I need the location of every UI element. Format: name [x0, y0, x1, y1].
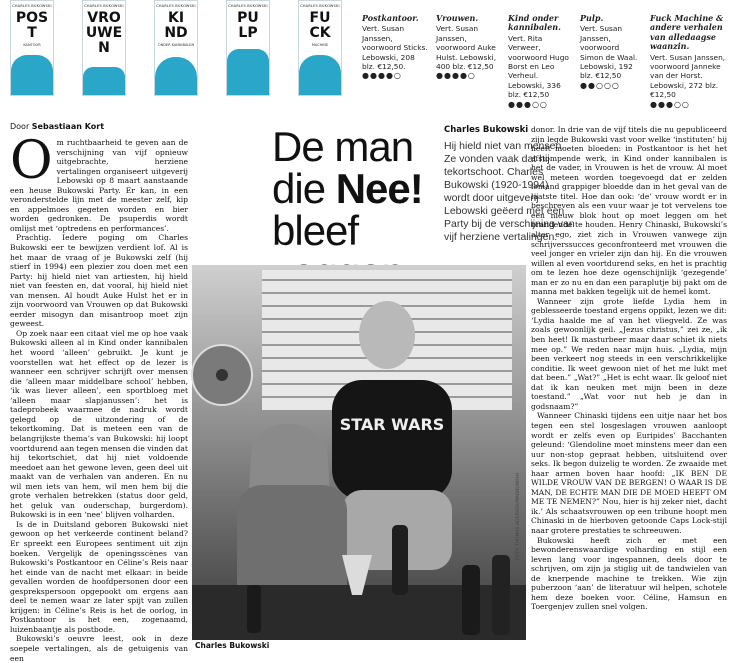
book-info-postkantoor: Postkantoor. Vert. Susan Janssen, voorwoord Sticks. Lebowski, 208 blz. €12,50. ●●●●○	[362, 13, 428, 81]
article-photo	[192, 265, 526, 640]
rating-dots: ●●●●○	[362, 71, 402, 81]
cover-pulp: CHARLES BUKOWSKI PU LP	[226, 0, 270, 96]
byline: Door Sebastiaan Kort	[10, 122, 105, 131]
cover-postkantoor: CHARLES BUKOWSKI POS T KANTOOR	[10, 0, 54, 96]
book-info-kind-onder-kannibalen: Kind onder kannibalen. Vert. Rita Verweer, voorwoord Hugo Borst en Leo Verheul. Lebowski, 336 blz. €12,50 ●●●○○	[508, 14, 574, 109]
cover-illustration	[155, 57, 197, 95]
article-column-4: donor. In drie van de vijf titels die nu gepubliceerd zijn legde Bukowski vast voor welke ‘instituten’ hij heeft moeten bloeden: in Postkantoor is het het afstompende werk, in Kind onder kannibalen is het de vader, in Vrouwen is het de vrouw. Al moet wel meteen worden toegevoegd dat er zelden iemand grappiger bloedde dan in het geval van de laatste titel. Hoe dan ook: ‘de’ vrouw wordt er in beschreven als een vuur waar je tot vervelens toe een nieuw blok hout op moet leggen om het brandende te houden. Henry Chinaski, Bukowski’s alter ego, ziet zich in Vrouwen vanwege zijn schrijverssucces geconfronteerd met vrouwen die veel jonger en vrieler zijn dan hij. En die vrouwen willen al even voortdurend seks, en het is prachtig om te lezen hoe deze ogenschijnlijk ‘gezegende’ man er zo nu en dan een paraplutje bij pakt om de manna met bakken tegelijk uit de hemel komt. Wanneer zijn grote liefde Lydia hem in geblesseerde toestand ergens oppikt, lezen we dit: ‘Lydia haalde me af van het vliegveld. Ze was zoals gewoonlijk geil. „Jezus christus,” zei ze, „ik ben heet! Ik masturbeer maar daar schiet ik niets mee op.” We reden naar mijn huis. „Lydia, mijn been verkeert nog steeds in een verschrikkelijke conditie. Ik weet gewoon niet of het me lukt met dat been.” „Wat?” „Het is echt waar. Ik geloof niet dat ik kan neuken met mijn been in deze toestand.” „Wat voor nut heb je dan in godsnaam?” Wanneer Chinaski tijdens een uitje naar het bos tegen een stel losgeslagen vrouwen aanloopt wordt er zelfs even op Euripides’ Bacchanten geleund: ‘Glendoline moet minstens meer dan een uur non-stop gepraat hebben, uitsluitend over seks. Ik begon duizelig te worden. Ze zwaaide met haar armen boven haar hoofd: „IK BEN DE WILDE VROUW VAN DE BERGEN! O WAAR IS DE MAN, DE ECHTE MAN DIE DE MOED HEEFT OM ME TE NEMEN?” Nou, hier is hij zeker niet, dacht ik.’ Als schaatsvrouwen op een tribune hoopt men Chinaski in de hierboven getoonde Caps Lock-stijl naar grotere prestaties te schreeuwen. Bukowski heeft zich er met een bewonderenswaardige volharding en stijl een leven lang voor ingespannen, deels door te schrijven, om zijn ja stiglig uit de tandwielen van de knerpende machine te trekken. Wie zijn puberzoon ‘aan’ de literatuur wil helpen, schotele hem deze boeken voor. Céline, Hamsun en Toergenjev zullen snel volgen.	[531, 125, 727, 612]
cover-illustration	[11, 55, 53, 95]
intro-text: Hij hield niet van mensen. Ze vonden vaak dat hij tekortschoot. Charles Bukowski (1920-1994) wordt door uitgeverij Lebowski geëerd met een Party bij de verschijning van vijf herziene vertalingen.	[444, 140, 575, 243]
book-info-fuck-machine: Fuck Machine & andere verhalen van alledaagse waanzin. Vert. Susan Janssen, voorwoord Janneke van der Horst. Lebowski, 272 blz. €12,50 ●●●○○	[650, 14, 730, 109]
rating-dots: ●●○○○	[580, 80, 620, 90]
rating-dots: ●●●●○	[436, 71, 476, 81]
photo-caption: Charles Bukowski	[195, 641, 270, 650]
cover-kind-onder-kannibalen: CHARLES BUKOWSKI KI ND ONDER KANNIBALEN	[154, 0, 198, 96]
shirt-text: STAR WARS	[339, 415, 445, 434]
rating-dots: ●●●○○	[508, 99, 548, 109]
cover-vrouwen: CHARLES BUKOWSKI VRO UWE N	[82, 0, 126, 96]
cover-illustration	[227, 49, 269, 95]
author-name: Sebastiaan Kort	[31, 122, 105, 131]
book-info-pulp: Pulp. Vert. Susan Janssen, voorwoord Simon de Waal. Lebowski, 192 blz. €12,50 ●●○○○	[580, 14, 640, 90]
article-column-1: Om ruchtbaarheid te geven aan de verschijning van vijf opnieuw uitgebrachte, herziene vertalingen organiseert uitgeverij Lebowski op 8 maart aanstaande een heuse Bukowski Party. Er kan, in een veronderstelde lijn met de meester zelf, kip en appelmoes gegeten worden en bier worden gedronken. De psuperdis wordt omlijst met ‘optredens en performances’. Prachtig. Iedere poging om Charles Bukowski eer te bewijzen verdient lof. Al is het maar de vraag of je Bukowski zelf (hij stierf in 1994) een plezier zou doen met een Party: hij hield niet van artiesten, hij hield niet van feesten en, dat vooral, hij hield niet van mensen. Al houdt Auke Hulst het er in zijn voorwoord van Vrouwen op dat Bukowski eerder misogyn dan misantroop moet zijn geweest. Op zoek naar een citaat viel me op hoe vaak Bukowski alleen al in Kind onder kannibalen het woord ‘alleen’ gebruikt. Je kunt je voorstellen wat het effect op de lezer is wanneer een schrijver schrijft over mensen die ‘alleen maar middelbare school’ hebben, ‘ik was liever alleen’, een sportbloeg met ‘alleen maar slapjanussen’: het is tadeprobeek waarmee de nadruk wordt gelegd op de uitzondering of de tekortkoming. Dat is meteen een van de belangrijkste thema’s van Bukowski: hij loopt voortdurend aan tegen mensen die vinden dat hij tekortschiet, dat hij niet voldoende meedoet aan het gewone leven, geen deel uit maakt van de verhalen van anderen. En nu wil men iets van hem, wil men hem bij die grote verhalen betrekken (status door geld, het geluk van ouderschap, burgerdom). Bukowski is in een ‘nee’ blijven volharden. Is de in Duitsland geboren Bukowski niet gewoon op het verkeerde continent beland? Er spreekt een Europees sentiment uit zijn boeken. Vergelijk de openingsscènes van Bukowski’s Postkantoor en Céline’s Reis naar het einde van de nacht met elkaar: in beide gevallen worden de hoofdpersonen door een gesprekspersoon opgepookt om ergens aan deel te nemen waar ze later spijt van zullen krijgen: in Céline’s Reis is het de oorlog, in Postkantoor is het een, zogenaamd, luizenbaantje als postbode. Bukowski’s oeuvre leest, ook in deze soepele vertalingen, als de getuigenis van een	[10, 131, 188, 663]
headline: De man die Nee! bleef	[272, 123, 423, 254]
photo-illustration	[192, 265, 526, 640]
intro-name: Charles Bukowski	[444, 125, 529, 135]
rating-dots: ●●●○○	[650, 99, 690, 109]
book-info-vrouwen: Vrouwen. Vert. Susan Janssen, voorwoord Auke Hulst. Lebowski, 400 blz. €12,50 ●●●●○	[436, 14, 502, 81]
cover-illustration	[299, 55, 341, 95]
photo-credit: FOTO THOMAS HOEPKER/MAGNUM/HH	[516, 473, 521, 560]
cover-fuck-machine: CHARLES BUKOWSKI FU CK MACHINE	[298, 0, 342, 96]
cover-illustration	[83, 67, 125, 95]
drop-cap: O	[10, 131, 53, 191]
